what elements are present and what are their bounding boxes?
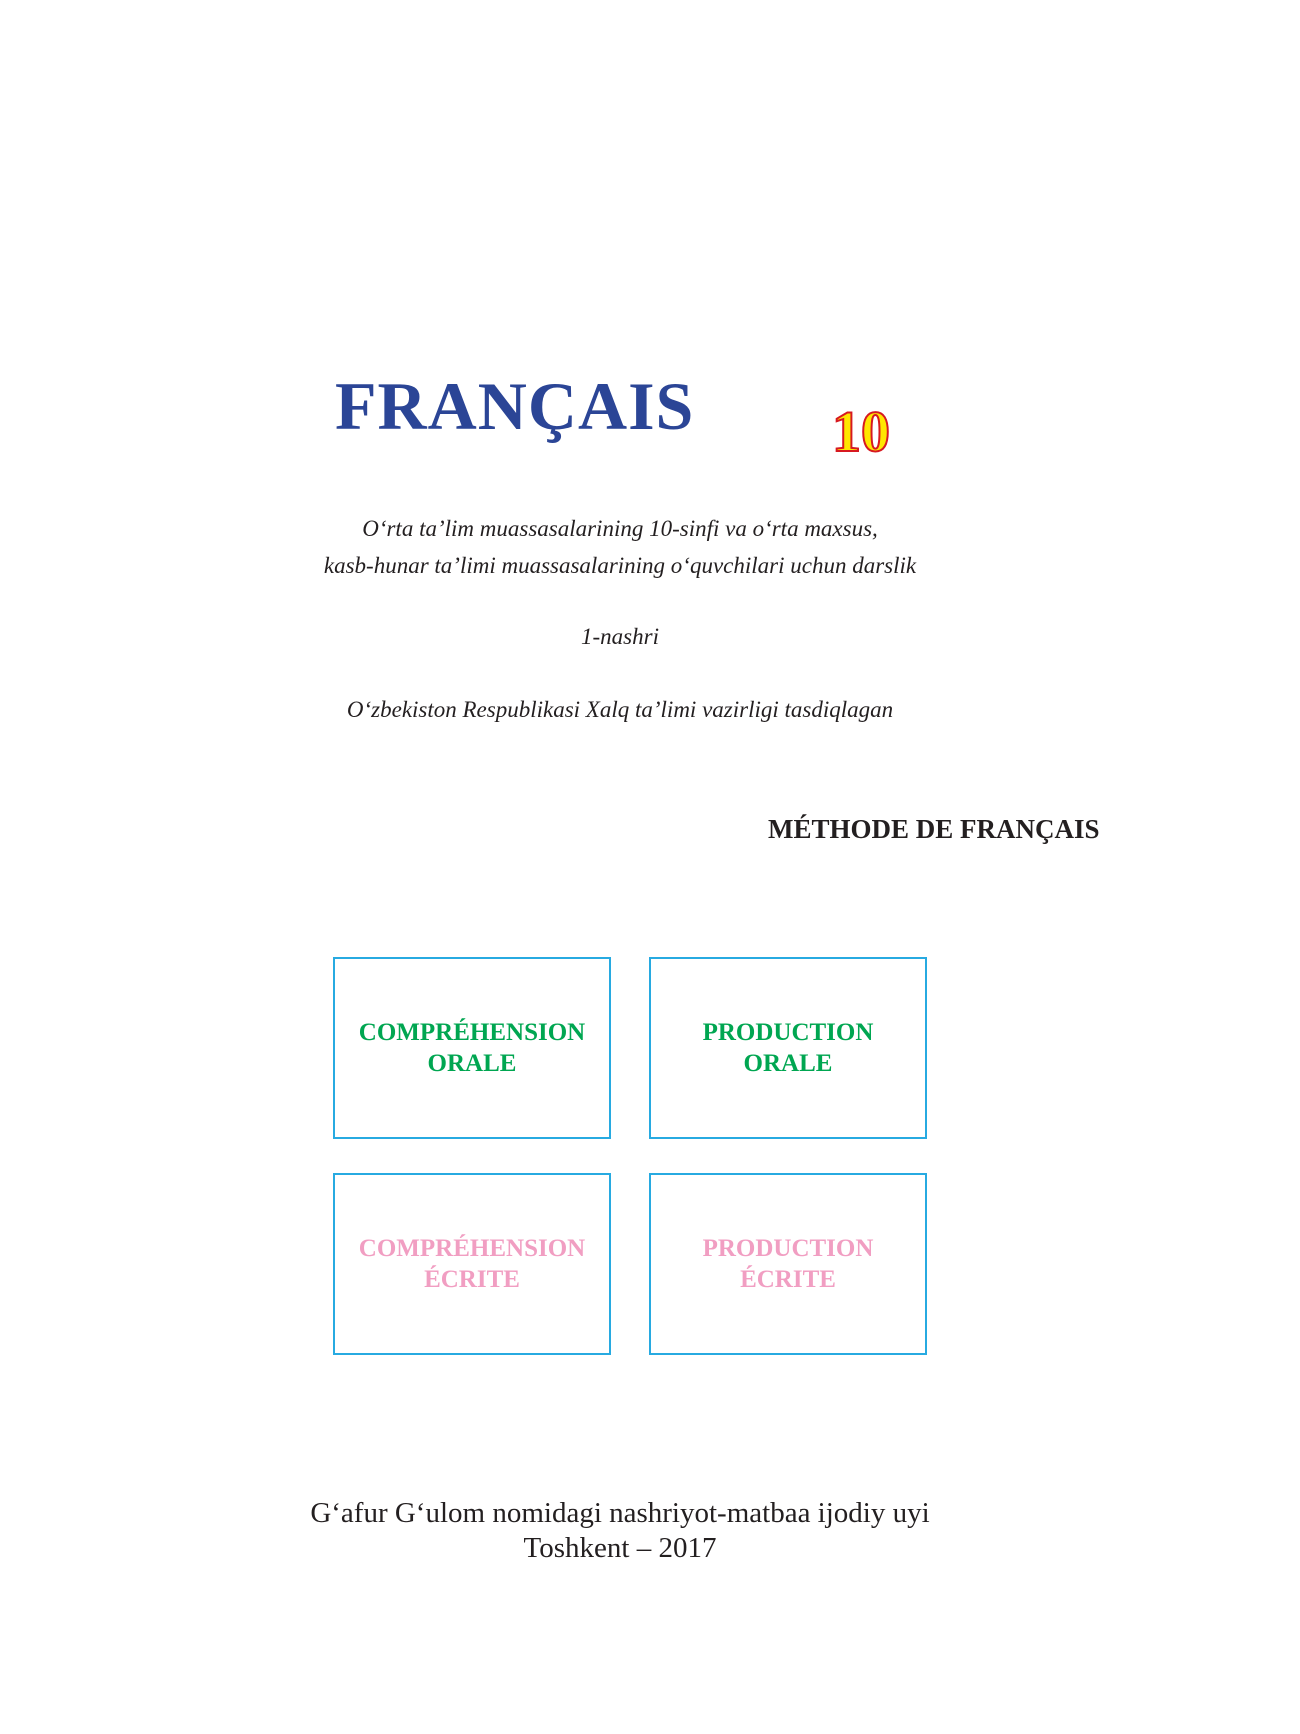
publisher-block	[0, 1496, 1240, 1566]
subtitle-line-2: kasb-hunar ta’limi muassasalarining o‘quvchilari uchun darslik	[323, 553, 917, 578]
book-subtitle	[0, 510, 1240, 584]
edition-label: 1-nashri	[581, 624, 659, 649]
skill-box-comprehension-orale	[333, 957, 611, 1139]
skill-box-line-2: ÉCRITE	[740, 1266, 836, 1293]
skill-box-line-1: COMPRÉHENSION	[358, 1019, 586, 1046]
skill-box-line-2: ORALE	[743, 1050, 833, 1077]
skill-box-line-2: ÉCRITE	[424, 1266, 520, 1293]
subtitle-line-1: O‘rta ta’lim muassasalarining 10-sinfi va o‘rta maxsus,	[362, 516, 878, 541]
skill-box-production-ecrite	[649, 1173, 927, 1355]
skill-box-line-1: COMPRÉHENSION	[358, 1235, 586, 1262]
publisher-place-year: Toshkent – 2017	[523, 1532, 717, 1564]
skill-box-line-1: PRODUCTION	[702, 1235, 874, 1262]
skill-box-line-2: ORALE	[427, 1050, 517, 1077]
skill-box-line-1: PRODUCTION	[702, 1019, 874, 1046]
book-title: FRANÇAIS	[335, 368, 695, 444]
method-heading: MÉTHODE DE FRANÇAIS	[768, 814, 1100, 844]
skill-box-production-orale	[649, 957, 927, 1139]
grade-number: 10	[832, 399, 890, 464]
skill-box-comprehension-ecrite	[333, 1173, 611, 1355]
approval-note: O‘zbekiston Respublikasi Xalq ta’limi vazirligi tasdiqlagan	[346, 697, 894, 722]
publisher-name: G‘afur G‘ulom nomidagi nashriyot-matbaa ijodiy uyi	[310, 1497, 930, 1529]
